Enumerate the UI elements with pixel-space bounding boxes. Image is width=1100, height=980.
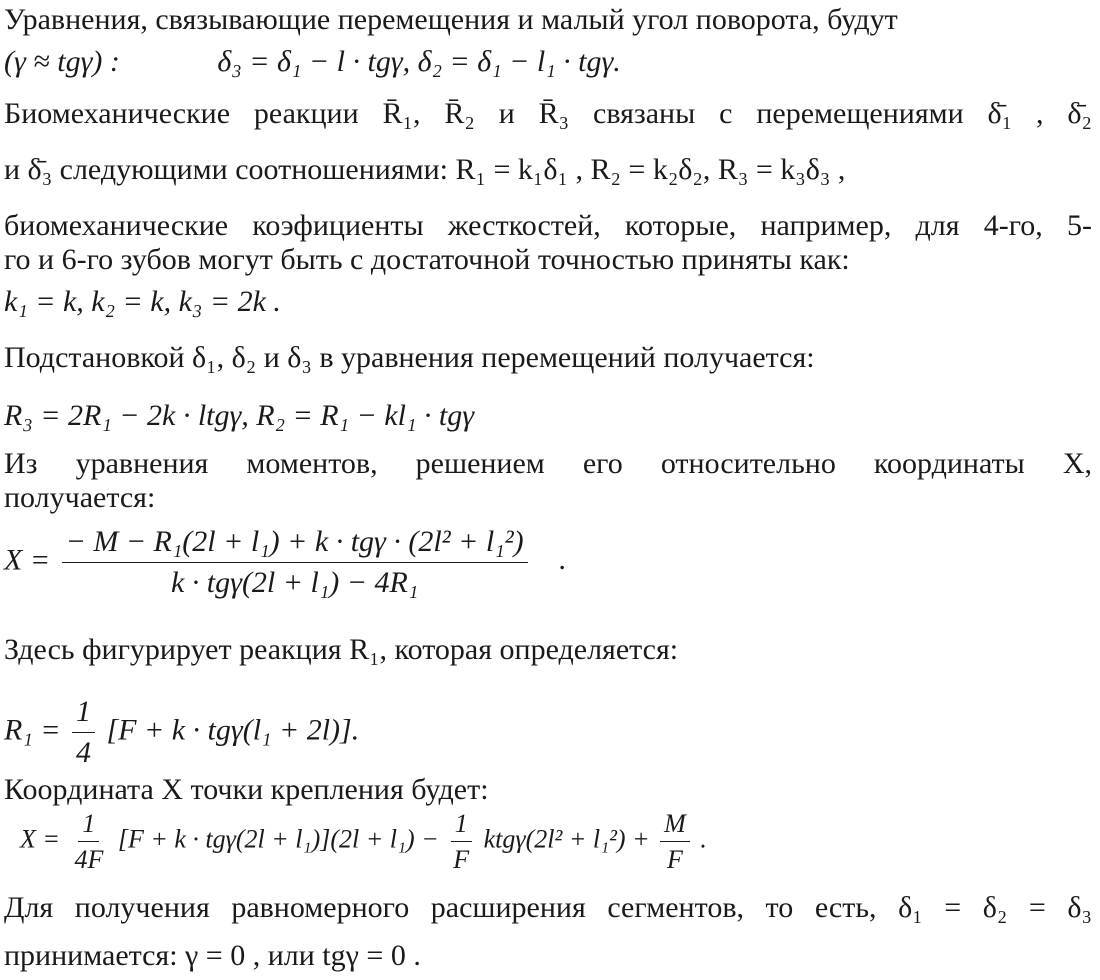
condition-label: (γ ≈ tgγ) :	[4, 45, 120, 78]
stiffness-formula: k₁ = k, k₂ = k, k₃ = 2k .	[4, 285, 281, 318]
x-full-lhs: X =	[20, 824, 60, 854]
x-full-fraction-1	[70, 808, 107, 875]
text-line-18: принимается: γ = 0 , или tgγ = 0 .	[4, 939, 421, 972]
x-fraction-denominator: k · tgγ(2l + l₁) − 4R₁	[170, 566, 419, 599]
text-line-10: Из уравнения моментов, решением его относительно координаты Х,	[4, 447, 1092, 480]
r1-fraction-denominator: 4	[76, 736, 91, 769]
text-line-6: го и 6-го зубов могут быть с достаточной точностью приняты как:	[4, 243, 850, 276]
x-full-formula	[20, 808, 1092, 875]
x-formula-lhs: X =	[4, 543, 51, 577]
text-line-4: и δ̄₃ следующими соотношениями: R₁ = k₁δ₁ , R₂ = k₂δ₂, R₃ = k₃δ₃ ,	[4, 153, 846, 186]
text-line-13: Здесь фигурирует реакция R₁, которая определяется:	[4, 633, 679, 666]
text-line-5: биомеханические коэфициенты жесткостей, которые, например, для 4-го, 5-	[4, 209, 1092, 242]
formula-line-2	[4, 44, 1092, 80]
text-line-15: Координата X точки крепления будет:	[4, 773, 489, 806]
x-full-fraction-2	[449, 808, 473, 875]
x-fraction-formula	[4, 524, 1092, 601]
x-full-f3-denominator: F	[667, 845, 683, 875]
reaction-formula: R₃ = 2R₁ − 2k · ltgγ, R₂ = R₁ − kl₁ · tgγ	[4, 399, 475, 432]
text-line-11: получается:	[4, 481, 156, 514]
x-full-mid-1: [F + k · tgγ(2l + l₁)](2l + l₁) −	[117, 824, 439, 854]
r1-formula-tail: [F + k · tgγ(l₁ + 2l)].	[106, 713, 360, 747]
x-full-f2-denominator: F	[453, 845, 470, 875]
x-full-f3-numerator: M	[660, 808, 690, 842]
x-full-fraction-3	[660, 808, 690, 875]
x-full-f2-numerator: 1	[451, 808, 472, 842]
text-line-8: Подстановкой δ₁, δ₂ и δ₃ в уравнения перемещений получается:	[4, 341, 815, 374]
displacement-formula: δ₃ = δ₁ − l · tgγ, δ₂ = δ₁ − l₁ · tgγ.	[217, 45, 621, 78]
x-fraction	[62, 524, 528, 601]
x-full-f1-numerator: 1	[78, 808, 99, 842]
x-full-tail: .	[700, 824, 707, 854]
r1-fraction-numerator: 1	[72, 694, 95, 733]
text-line-17: Для получения равномерного расширения сегментов, то есть, δ₁ = δ₂ = δ₃	[4, 891, 1092, 924]
x-full-mid-2: ktgγ(2l² + l₁²) +	[483, 824, 650, 854]
r1-formula-lhs: R₁ =	[4, 713, 61, 747]
x-fraction-numerator: − M − R₁(2l + l₁) + k · tgγ · (2l² + l₁²)	[62, 524, 528, 563]
text-line-1: Уравнения, связывающие перемещения и малый угол поворота, будут	[4, 3, 898, 36]
r1-fraction	[72, 694, 95, 771]
text-line-3: Биомеханические реакции R̄₁, R̄₂ и R̄₃ связаны с перемещениями δ̄₁ , δ̄₂	[4, 97, 1092, 130]
x-full-f1-denominator: 4F	[74, 845, 104, 875]
r1-formula	[4, 694, 1092, 771]
x-formula-tail: .	[559, 543, 567, 577]
